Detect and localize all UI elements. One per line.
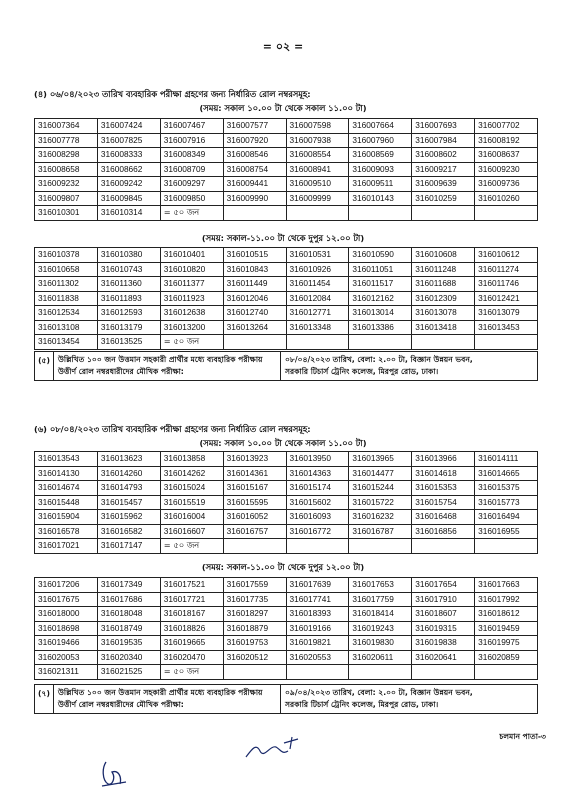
roll-number-cell: 316017653 xyxy=(349,578,412,593)
empty-cell xyxy=(349,335,412,350)
roll-number-cell: 316014793 xyxy=(97,481,160,496)
roll-number-cell: 316007920 xyxy=(223,133,286,148)
roll-number-cell: 316011302 xyxy=(35,277,98,292)
roll-number-cell: 316010743 xyxy=(97,262,160,277)
roll-number-cell: 316015519 xyxy=(160,495,223,510)
roll-number-cell: 316015722 xyxy=(349,495,412,510)
table-row xyxy=(35,148,538,163)
roll-number-cell: 316016093 xyxy=(286,510,349,525)
roll-number-cell: 316008662 xyxy=(97,162,160,177)
roll-number-cell: 316010820 xyxy=(160,262,223,277)
table-row xyxy=(35,539,538,554)
roll-number-cell: 316017741 xyxy=(286,592,349,607)
table-row xyxy=(35,119,538,134)
empty-cell xyxy=(475,539,538,554)
roll-number-cell: 316015773 xyxy=(475,495,538,510)
roll-number-cell: 316016578 xyxy=(35,524,98,539)
viva-5-schedule xyxy=(281,352,538,381)
roll-number-cell: 316009217 xyxy=(412,162,475,177)
roll-number-cell: 316011377 xyxy=(160,277,223,292)
roll-number-cell: 316018048 xyxy=(97,607,160,622)
roll-number-cell: 316010515 xyxy=(223,248,286,263)
roll-number-cell: 316018607 xyxy=(412,607,475,622)
roll-number-cell: 316015375 xyxy=(475,481,538,496)
table-row xyxy=(35,277,538,292)
viva-7-schedule xyxy=(281,685,538,714)
roll-number-cell: 316010658 xyxy=(35,262,98,277)
roll-number-cell: 316012084 xyxy=(286,291,349,306)
roll-number-cell: 316017663 xyxy=(475,578,538,593)
roll-number-cell: 316014618 xyxy=(412,466,475,481)
roll-number-cell: 316011274 xyxy=(475,262,538,277)
roll-number-cell: 316014674 xyxy=(35,481,98,496)
roll-number-cell: 316017686 xyxy=(97,592,160,607)
roll-number-cell: 316008709 xyxy=(160,162,223,177)
roll-number-cell: 316020611 xyxy=(349,650,412,665)
empty-cell xyxy=(475,665,538,680)
roll-number-cell: 316010143 xyxy=(349,191,412,206)
candidate-count: = ৫০ জন xyxy=(160,665,223,680)
section-4-roll-table-2 xyxy=(34,247,538,350)
viva-7-schedule-line-2: সরকারি টিচার্স ট্রেনিং কলেজ, মিরপুর রোড, ঢাকা। xyxy=(285,700,439,709)
roll-number-cell: 316013543 xyxy=(35,452,98,467)
roll-number-cell: 316012421 xyxy=(475,291,538,306)
roll-number-cell: 316015962 xyxy=(97,510,160,525)
roll-number-cell: 316019838 xyxy=(412,636,475,651)
section-6-time-1: (সময়: সকাল ১০.০০ টা থেকে সকাল ১১.০০ টা) xyxy=(199,438,367,448)
empty-cell xyxy=(286,206,349,221)
roll-number-cell: 316009850 xyxy=(160,191,223,206)
roll-number-cell: 316011248 xyxy=(412,262,475,277)
roll-number-cell: 316013453 xyxy=(475,320,538,335)
empty-cell xyxy=(223,539,286,554)
roll-number-cell: 316010260 xyxy=(475,191,538,206)
roll-number-cell: 316008546 xyxy=(223,148,286,163)
roll-number-cell: 316015244 xyxy=(349,481,412,496)
roll-number-cell: 316018612 xyxy=(475,607,538,622)
page-number: = ০২ = xyxy=(262,40,304,53)
roll-number-cell: 316011454 xyxy=(286,277,349,292)
roll-number-cell: 316015167 xyxy=(223,481,286,496)
roll-number-cell: 316017759 xyxy=(349,592,412,607)
signature-left xyxy=(96,758,132,790)
roll-number-cell: 316019975 xyxy=(475,636,538,651)
roll-number-cell: 316010380 xyxy=(97,248,160,263)
section-6-heading: (৬) ০৮/০৪/২০২৩ তারিখ ব্যবহারিক পরীক্ষা গ্রহণের জন্য নির্ধারিত রোল নম্বরসমূহ: xyxy=(34,424,311,434)
signature-center xyxy=(240,735,310,765)
roll-number-cell: 316017675 xyxy=(35,592,98,607)
roll-number-cell: 316008298 xyxy=(35,148,98,163)
viva-5-number: (৫) xyxy=(35,352,54,381)
roll-number-cell: 316011051 xyxy=(349,262,412,277)
roll-number-cell: 316009230 xyxy=(475,162,538,177)
roll-number-cell: 316019830 xyxy=(349,636,412,651)
roll-number-cell: 316007693 xyxy=(412,119,475,134)
roll-number-cell: 316017992 xyxy=(475,592,538,607)
roll-number-cell: 316013078 xyxy=(412,306,475,321)
table-row xyxy=(35,481,538,496)
roll-number-cell: 316013108 xyxy=(35,320,98,335)
roll-number-cell: 316009845 xyxy=(97,191,160,206)
roll-number-cell: 316009297 xyxy=(160,177,223,192)
roll-number-cell: 316013348 xyxy=(286,320,349,335)
roll-number-cell: 316018167 xyxy=(160,607,223,622)
roll-number-cell: 316016494 xyxy=(475,510,538,525)
roll-number-cell: 316008941 xyxy=(286,162,349,177)
roll-number-cell: 316010590 xyxy=(349,248,412,263)
roll-number-cell: 316012593 xyxy=(97,306,160,321)
roll-number-cell: 316010314 xyxy=(97,206,160,221)
roll-number-cell: 316011893 xyxy=(97,291,160,306)
viva-7-table xyxy=(34,684,538,714)
roll-number-cell: 316015457 xyxy=(97,495,160,510)
roll-number-cell: 316008569 xyxy=(349,148,412,163)
section-4-time-2: (সময়: সকাল-১১.০০ টা থেকে দুপুর ১২.০০ টা) xyxy=(201,233,365,243)
roll-number-cell: 316016052 xyxy=(223,510,286,525)
roll-number-cell: 316010612 xyxy=(475,248,538,263)
roll-number-cell: 316018393 xyxy=(286,607,349,622)
empty-cell xyxy=(412,335,475,350)
roll-number-cell: 316017735 xyxy=(223,592,286,607)
roll-number-cell: 316007424 xyxy=(97,119,160,134)
roll-number-cell: 316019821 xyxy=(286,636,349,651)
empty-cell xyxy=(223,206,286,221)
roll-number-cell: 316009510 xyxy=(286,177,349,192)
roll-number-cell: 316007778 xyxy=(35,133,98,148)
roll-number-cell: 316011838 xyxy=(35,291,98,306)
roll-number-cell: 316016757 xyxy=(223,524,286,539)
roll-number-cell: 316016468 xyxy=(412,510,475,525)
roll-number-cell: 316008754 xyxy=(223,162,286,177)
roll-number-cell: 316020553 xyxy=(286,650,349,665)
roll-number-cell: 316014260 xyxy=(97,466,160,481)
roll-number-cell: 316011688 xyxy=(412,277,475,292)
roll-number-cell: 316007825 xyxy=(97,133,160,148)
roll-number-cell: 316015174 xyxy=(286,481,349,496)
roll-number-cell: 316012638 xyxy=(160,306,223,321)
roll-number-cell: 316014111 xyxy=(475,452,538,467)
roll-number-cell: 316013179 xyxy=(97,320,160,335)
roll-number-cell: 316014363 xyxy=(286,466,349,481)
roll-number-cell: 316007364 xyxy=(35,119,98,134)
roll-number-cell: 316010843 xyxy=(223,262,286,277)
roll-number-cell: 316009807 xyxy=(35,191,98,206)
roll-number-cell: 316013858 xyxy=(160,452,223,467)
roll-number-cell: 316012740 xyxy=(223,306,286,321)
roll-number-cell: 316007938 xyxy=(286,133,349,148)
roll-number-cell: 316020859 xyxy=(475,650,538,665)
continued-page-note: চলমান পাতা-৩ xyxy=(499,732,546,741)
roll-number-cell: 316011360 xyxy=(97,277,160,292)
roll-number-cell: 316009093 xyxy=(349,162,412,177)
roll-number-cell: 316015754 xyxy=(412,495,475,510)
roll-number-cell: 316009232 xyxy=(35,177,98,192)
roll-number-cell: 316008192 xyxy=(475,133,538,148)
roll-number-cell: 316007577 xyxy=(223,119,286,134)
roll-number-cell: 316012309 xyxy=(412,291,475,306)
roll-number-cell: 316020470 xyxy=(160,650,223,665)
roll-number-cell: 316017206 xyxy=(35,578,98,593)
roll-number-cell: 316015595 xyxy=(223,495,286,510)
roll-number-cell: 316013454 xyxy=(35,335,98,350)
roll-number-cell: 316019753 xyxy=(223,636,286,651)
roll-number-cell: 316014130 xyxy=(35,466,98,481)
roll-number-cell: 316019466 xyxy=(35,636,98,651)
roll-number-cell: 316020053 xyxy=(35,650,98,665)
empty-cell xyxy=(286,539,349,554)
table-row xyxy=(35,133,538,148)
section-4-roll-table-1 xyxy=(34,118,538,221)
roll-number-cell: 316010531 xyxy=(286,248,349,263)
roll-number-cell: 316013418 xyxy=(412,320,475,335)
roll-number-cell: 316010301 xyxy=(35,206,98,221)
roll-number-cell: 316020641 xyxy=(412,650,475,665)
roll-number-cell: 316015353 xyxy=(412,481,475,496)
table-row xyxy=(35,162,538,177)
roll-number-cell: 316009736 xyxy=(475,177,538,192)
roll-number-cell: 316007916 xyxy=(160,133,223,148)
roll-number-cell: 316008658 xyxy=(35,162,98,177)
roll-number-cell: 316010608 xyxy=(412,248,475,263)
roll-number-cell: 316010378 xyxy=(35,248,98,263)
roll-number-cell: 316019535 xyxy=(97,636,160,651)
roll-number-cell: 316013525 xyxy=(97,335,160,350)
roll-number-cell: 316017654 xyxy=(412,578,475,593)
section-6-roll-table-1 xyxy=(34,451,538,554)
roll-number-cell: 316016787 xyxy=(349,524,412,539)
roll-number-cell: 316019315 xyxy=(412,621,475,636)
roll-number-cell: 316009999 xyxy=(286,191,349,206)
roll-number-cell: 316008637 xyxy=(475,148,538,163)
roll-number-cell: 316017147 xyxy=(97,539,160,554)
table-row xyxy=(35,191,538,206)
table-row xyxy=(35,510,538,525)
roll-number-cell: 316013965 xyxy=(349,452,412,467)
empty-cell xyxy=(349,665,412,680)
roll-number-cell: 316013079 xyxy=(475,306,538,321)
roll-number-cell: 316019243 xyxy=(349,621,412,636)
roll-number-cell: 316014477 xyxy=(349,466,412,481)
section-6-time-2: (সময়: সকাল-১১.০০ টা থেকে দুপুর ১২.০০ টা) xyxy=(201,562,365,572)
table-row xyxy=(35,650,538,665)
empty-cell xyxy=(475,206,538,221)
roll-number-cell: 316007598 xyxy=(286,119,349,134)
roll-number-cell: 316016232 xyxy=(349,510,412,525)
viva-7-description: উল্লিখিত ১০০ জন উত্তমান সহকারী প্রার্থীর মধ্যে ব্যবহারিক পরীক্ষায় উত্তীর্ণ রোল নম্বরধারীদের মৌখিক পরীক্ষা: xyxy=(54,685,281,714)
roll-number-cell: 316011923 xyxy=(160,291,223,306)
roll-number-cell: 316016607 xyxy=(160,524,223,539)
roll-number-cell: 316018879 xyxy=(223,621,286,636)
roll-number-cell: 316017021 xyxy=(35,539,98,554)
roll-number-cell: 316012534 xyxy=(35,306,98,321)
candidate-count: = ৫০ জন xyxy=(160,539,223,554)
table-row xyxy=(35,248,538,263)
table-row xyxy=(35,466,538,481)
viva-7-schedule-line-1: ০৯/০৪/২০২৩ তারিখ, বেলা: ২.০০ টা, বিজ্ঞান উন্নয়ন ভবন, xyxy=(285,688,473,697)
roll-number-cell: 316015024 xyxy=(160,481,223,496)
empty-cell xyxy=(475,335,538,350)
roll-number-cell: 316013014 xyxy=(349,306,412,321)
table-row xyxy=(35,524,538,539)
roll-number-cell: 316015448 xyxy=(35,495,98,510)
table-row xyxy=(35,665,538,680)
roll-number-cell: 316018000 xyxy=(35,607,98,622)
roll-number-cell: 316007960 xyxy=(349,133,412,148)
roll-number-cell: 316019665 xyxy=(160,636,223,651)
roll-number-cell: 316014665 xyxy=(475,466,538,481)
roll-number-cell: 316020512 xyxy=(223,650,286,665)
table-row xyxy=(35,592,538,607)
roll-number-cell: 316017559 xyxy=(223,578,286,593)
roll-number-cell: 316016582 xyxy=(97,524,160,539)
roll-number-cell: 316017521 xyxy=(160,578,223,593)
viva-5-schedule-line-2: সরকারি টিচার্স ট্রেনিং কলেজ, মিরপুর রোড, ঢাকা। xyxy=(285,367,439,376)
empty-cell xyxy=(349,539,412,554)
roll-number-cell: 316009511 xyxy=(349,177,412,192)
roll-number-cell: 316012046 xyxy=(223,291,286,306)
empty-cell xyxy=(412,665,475,680)
roll-number-cell: 316018297 xyxy=(223,607,286,622)
section-4-time-1: (সময়: সকাল ১০.০০ টা থেকে সকাল ১১.০০ টা) xyxy=(199,103,367,113)
roll-number-cell: 316008602 xyxy=(412,148,475,163)
empty-cell xyxy=(286,665,349,680)
table-row xyxy=(35,206,538,221)
roll-number-cell: 316011746 xyxy=(475,277,538,292)
roll-number-cell: 316015602 xyxy=(286,495,349,510)
roll-number-cell: 316019459 xyxy=(475,621,538,636)
table-row xyxy=(35,578,538,593)
roll-number-cell: 316014262 xyxy=(160,466,223,481)
roll-number-cell: 316011449 xyxy=(223,277,286,292)
empty-cell xyxy=(223,665,286,680)
roll-number-cell: 316020340 xyxy=(97,650,160,665)
table-row xyxy=(35,621,538,636)
roll-number-cell: 316010926 xyxy=(286,262,349,277)
roll-number-cell: 316021311 xyxy=(35,665,98,680)
roll-number-cell: 316018698 xyxy=(35,621,98,636)
viva-5-table xyxy=(34,351,538,381)
table-row xyxy=(35,335,538,350)
roll-number-cell: 316008554 xyxy=(286,148,349,163)
roll-number-cell: 316008349 xyxy=(160,148,223,163)
empty-cell xyxy=(349,206,412,221)
section-4-heading: (৪) ০৬/০৪/২০২৩ তারিখ ব্যবহারিক পরীক্ষা গ্রহণের জন্য নির্ধারিত রোল নম্বরসমূহ: xyxy=(34,89,311,99)
roll-number-cell: 316009639 xyxy=(412,177,475,192)
roll-number-cell: 316007702 xyxy=(475,119,538,134)
roll-number-cell: 316007984 xyxy=(412,133,475,148)
roll-number-cell: 316018414 xyxy=(349,607,412,622)
candidate-count: = ৫০ জন xyxy=(160,335,223,350)
roll-number-cell: 316014361 xyxy=(223,466,286,481)
roll-number-cell: 316013950 xyxy=(286,452,349,467)
roll-number-cell: 316013386 xyxy=(349,320,412,335)
empty-cell xyxy=(223,335,286,350)
roll-number-cell: 316013200 xyxy=(160,320,223,335)
roll-number-cell: 316013264 xyxy=(223,320,286,335)
roll-number-cell: 316018826 xyxy=(160,621,223,636)
roll-number-cell: 316009990 xyxy=(223,191,286,206)
table-row xyxy=(35,291,538,306)
roll-number-cell: 316021525 xyxy=(97,665,160,680)
roll-number-cell: 316009441 xyxy=(223,177,286,192)
roll-number-cell: 316019166 xyxy=(286,621,349,636)
roll-number-cell: 316013623 xyxy=(97,452,160,467)
table-row xyxy=(35,177,538,192)
roll-number-cell: 316017910 xyxy=(412,592,475,607)
table-row xyxy=(35,306,538,321)
table-row xyxy=(35,320,538,335)
roll-number-cell: 316009242 xyxy=(97,177,160,192)
table-row xyxy=(35,495,538,510)
roll-number-cell: 316015904 xyxy=(35,510,98,525)
roll-number-cell: 316016772 xyxy=(286,524,349,539)
table-row xyxy=(35,262,538,277)
roll-number-cell: 316007467 xyxy=(160,119,223,134)
empty-cell xyxy=(412,206,475,221)
viva-5-description: উল্লিখিত ১০০ জন উত্তমান সহকারী প্রার্থীর মধ্যে ব্যবহারিক পরীক্ষায় উত্তীর্ণ রোল নম্বরধারীদের মৌখিক পরীক্ষা: xyxy=(54,352,281,381)
roll-number-cell: 316010259 xyxy=(412,191,475,206)
roll-number-cell: 316017349 xyxy=(97,578,160,593)
table-row xyxy=(35,636,538,651)
roll-number-cell: 316011517 xyxy=(349,277,412,292)
roll-number-cell: 316008333 xyxy=(97,148,160,163)
roll-number-cell: 316016955 xyxy=(475,524,538,539)
table-row xyxy=(35,452,538,467)
viva-7-number: (৭) xyxy=(35,685,54,714)
roll-number-cell: 316012162 xyxy=(349,291,412,306)
roll-number-cell: 316017721 xyxy=(160,592,223,607)
roll-number-cell: 316016856 xyxy=(412,524,475,539)
empty-cell xyxy=(286,335,349,350)
empty-cell xyxy=(412,539,475,554)
candidate-count: = ৫০ জন xyxy=(160,206,223,221)
roll-number-cell: 316012771 xyxy=(286,306,349,321)
roll-number-cell: 316016004 xyxy=(160,510,223,525)
roll-number-cell: 316017639 xyxy=(286,578,349,593)
roll-number-cell: 316013966 xyxy=(412,452,475,467)
roll-number-cell: 316010401 xyxy=(160,248,223,263)
viva-5-schedule-line-1: ০৮/০৪/২০২৩ তারিখ, বেলা: ২.০০ টা, বিজ্ঞান উন্নয়ন ভবন, xyxy=(285,355,473,364)
table-row xyxy=(35,607,538,622)
roll-number-cell: 316018749 xyxy=(97,621,160,636)
roll-number-cell: 316013923 xyxy=(223,452,286,467)
section-6-roll-table-2 xyxy=(34,577,538,680)
roll-number-cell: 316007664 xyxy=(349,119,412,134)
